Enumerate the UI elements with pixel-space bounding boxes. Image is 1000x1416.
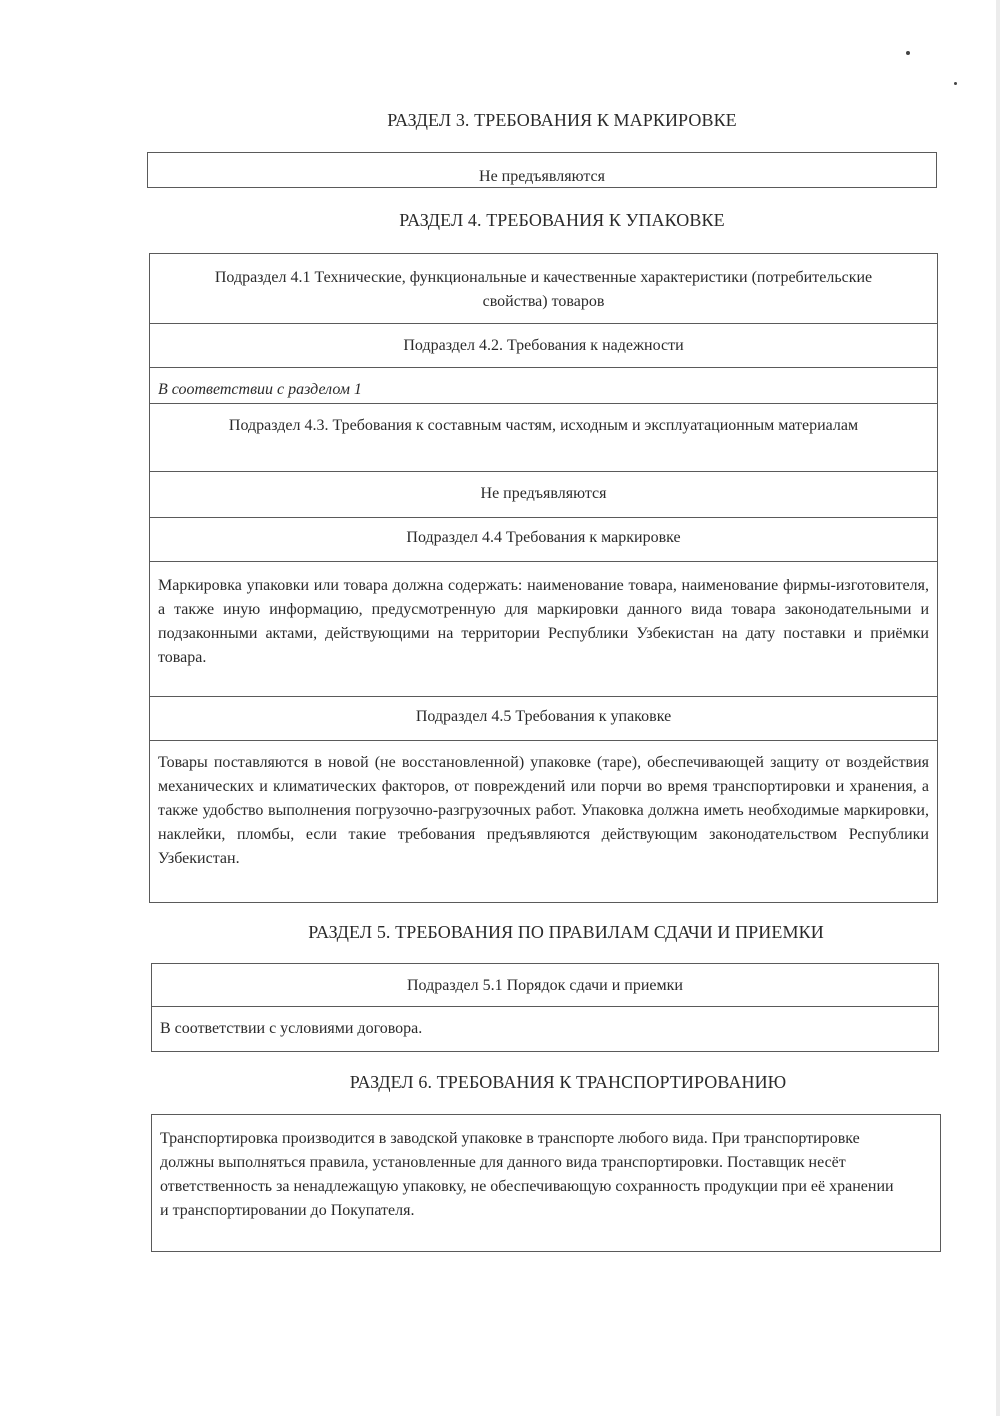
section-6-content: Транспортировка производится в заводской упаковке в транспорте любого вида. При транспортировке должны выполняться правила, установленные для данного вида транспортировки. Поставщик несёт ответственность за ненадлежащую упаковку, не обеспечивающую сохранность продукции при её хранении и транспортировании до Покупателя.: [160, 1130, 894, 1219]
subsection-4-4-title: Подраздел 4.4 Требования к маркировке: [150, 518, 937, 562]
section-4-title: РАЗДЕЛ 4. ТРЕБОВАНИЯ К УПАКОВКЕ: [399, 210, 725, 230]
section-6-box: [151, 1114, 941, 1252]
section-3-box: [147, 152, 937, 188]
subsection-4-2-title: Подраздел 4.2. Требования к надежности: [150, 324, 937, 368]
section-5-title: РАЗДЕЛ 5. ТРЕБОВАНИЯ ПО ПРАВИЛАМ СДАЧИ И ПРИЕМКИ: [308, 922, 824, 942]
subsection-5-1-title: Подраздел 5.1 Порядок сдачи и приемки: [152, 964, 938, 1007]
subsection-5-1-content: В соответствии с условиями договора.: [160, 1020, 423, 1037]
section-6-title: РАЗДЕЛ 6. ТРЕБОВАНИЯ К ТРАНСПОРТИРОВАНИЮ: [349, 1072, 787, 1092]
subsection-4-3-title: Подраздел 4.3. Требования к составным частям, исходным и эксплуатационным материалам: [150, 404, 937, 472]
section-4-table: [149, 253, 938, 903]
section-3-content: Не предъявляются: [479, 168, 605, 185]
subsection-4-4-content: Маркировка упаковки или товара должна содержать: наименование товара, наименование фирмы-изготовителя, а также иную информацию, предусмотренную для маркировки данного вида товара законодательными и подзаконными актами, действующими на территории Республики Узбекистан на дату поставки и приёмки товара.: [150, 562, 937, 697]
subsection-4-2-content: В соответствии с разделом 1: [150, 368, 937, 404]
subsection-4-5-content: Товары поставляются в новой (не восстановленной) упаковке (таре), обеспечивающей защиту от воздействия механических и климатических факторов, от повреждений или порчи во время транспортировки и хранения, а также удобство выполнения погрузочно-разгрузочных работ. Упаковка должна иметь необходимые маркировки, наклейки, пломбы, если такие требования предъявляются действующим законодательством Республики Узбекистан.: [158, 754, 929, 867]
subsection-4-3-content: Не предъявляются: [150, 472, 937, 518]
subsection-4-5-title: Подраздел 4.5 Требования к упаковке: [150, 697, 937, 741]
section-3-title: РАЗДЕЛ 3. ТРЕБОВАНИЯ К МАРКИРОВКЕ: [387, 110, 737, 130]
subsection-4-1-title: Подраздел 4.1 Технические, функциональные и качественные характеристики (потребительские свойства) товаров: [150, 254, 937, 324]
scan-speck: [954, 82, 957, 85]
scan-speck: [906, 51, 910, 55]
section-5-table: [151, 963, 939, 1052]
